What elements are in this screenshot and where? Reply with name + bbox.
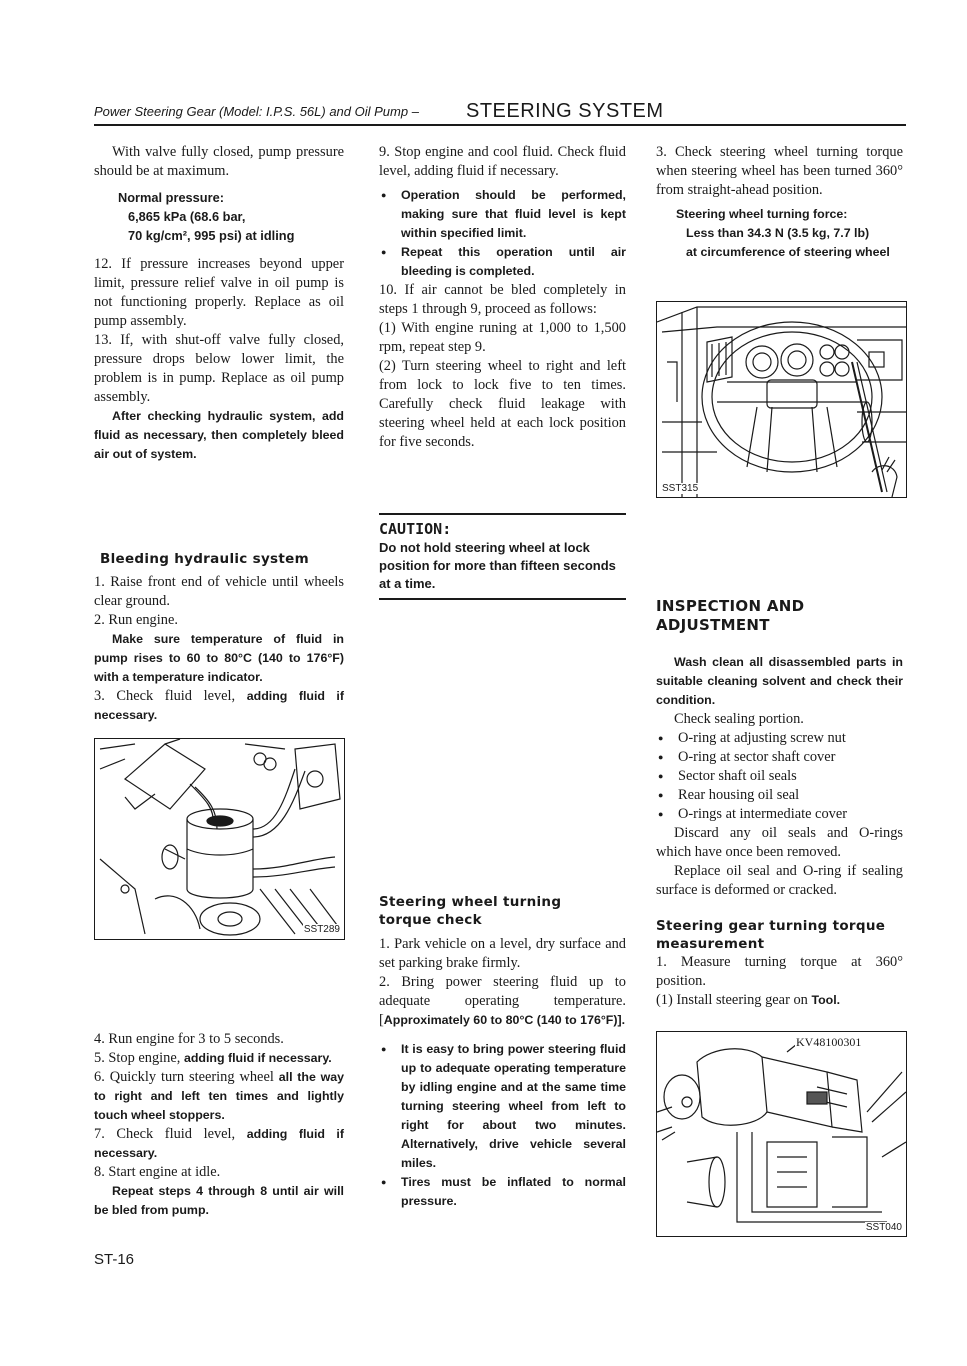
bullet-tire-pressure: ● Tires must be inflated to normal pressure.	[379, 1173, 626, 1211]
seal-item-3: ● Sector shaft oil seals	[656, 767, 903, 786]
oil-pump-illustration	[95, 739, 344, 939]
bleed-step-7-bold: adding fluid if necessary.	[94, 1127, 344, 1160]
torque-step-2	[379, 973, 626, 1030]
figure-label-sst040: SST040	[865, 1222, 902, 1233]
bleed-step-4: 4. Run engine for 3 to 5 seconds.	[94, 1031, 284, 1047]
bleed-step-6-bold: all the way to right and left ten times and lightly touch wheel stoppers.	[94, 1070, 344, 1122]
bleed-step-9: 9. Stop engine and cool fluid. Check fluid level, adding fluid if necessary.	[379, 144, 626, 179]
torque-check-heading-2: torque check	[379, 912, 482, 928]
steering-gear-illustration	[657, 1032, 906, 1236]
inspection-heading-2: ADJUSTMENT	[656, 616, 770, 634]
wash-instruction: Wash clean all disassembled parts in suitable cleaning solvent and check their condition.	[656, 655, 903, 707]
column-2-torque	[379, 893, 626, 1211]
column-3-inspection	[656, 597, 903, 1010]
normal-pressure-value-1: 6,865 kPa (68.6 bar,	[128, 209, 246, 224]
bleed-step-3	[94, 687, 344, 725]
page-header	[94, 98, 906, 126]
turning-force-label: Steering wheel turning force:	[676, 207, 848, 221]
bullet-warm-fluid: ● It is easy to bring power steering fluid up to adequate operating temperature by idling engine and at the same time turning steering wheel from left to right for about two minutes. Alternatively, drive vehicle several miles.	[379, 1040, 626, 1173]
seal-item-1: ● O-ring at adjusting screw nut	[656, 729, 903, 748]
turning-force-spec	[676, 205, 903, 262]
inspection-heading-1: INSPECTION AND	[656, 597, 805, 615]
gear-torque-heading-2: measurement	[656, 936, 765, 952]
caution-body: Do not hold steering wheel at lock position for more than fifteen seconds at a time.	[379, 540, 616, 591]
bleed-step-5-text: 5. Stop engine,	[94, 1050, 184, 1066]
seal-item-2: ● O-ring at sector shaft cover	[656, 748, 903, 767]
figure-steering-gear-vise	[656, 1031, 907, 1237]
bleed-step-10: 10. If air cannot be bled completely in steps 1 through 9, proceed as follows:	[379, 282, 626, 317]
note-add-fluid: After checking hydraulic system, add fluid as necessary, then completely bleed air out of system.	[94, 409, 344, 461]
bleed-step-5	[94, 1049, 344, 1068]
bleed-step-7	[94, 1125, 344, 1163]
normal-pressure-spec	[118, 188, 344, 245]
normal-pressure-label: Normal pressure:	[118, 190, 224, 205]
replace-seals: Replace oil seal and O-ring if sealing surface is deformed or cracked.	[656, 863, 903, 898]
torque-step-1: 1. Park vehicle on a level, dry surface and set parking brake firmly.	[379, 936, 626, 971]
turning-force-value-2: at circumference of steering wheel	[686, 245, 890, 259]
figure-steering-wheel-gauge	[656, 301, 907, 498]
bullet-repeat-operation: ● Repeat this operation until air bleeding is completed.	[379, 243, 626, 281]
bleed-step-3-bold: adding fluid if necessary.	[94, 689, 344, 722]
seal-item-5: ● O-rings at intermediate cover	[656, 805, 903, 824]
figure-label-sst315: SST315	[662, 483, 699, 494]
pressure-paragraph: With valve fully closed, pump pressure should be at maximum.	[94, 144, 344, 179]
bleed-step-5-bold: adding fluid if necessary.	[183, 1051, 332, 1065]
check-sealing: Check sealing portion.	[674, 711, 804, 727]
figure-label-sst289: SST289	[303, 924, 340, 935]
measure-step-1: 1. Measure turning torque at 360° position.	[656, 954, 903, 989]
header-section-title: Power Steering Gear (Model: I.P.S. 56L) and Oil Pump –	[94, 104, 419, 119]
normal-pressure-value-2: 70 kg/cm², 995 psi) at idling	[128, 228, 295, 243]
tool-number-label: KV48100301	[796, 1035, 862, 1049]
gear-torque-heading-1: Steering gear turning torque	[656, 918, 886, 934]
column-3-top	[656, 143, 903, 262]
step-12: 12. If pressure increases beyond upper limit, pressure relief valve in oil pump is not functioning properly. Replace as oil pump assembly.	[94, 256, 344, 329]
header-chapter-title: STEERING SYSTEM	[466, 100, 664, 122]
caution-box	[379, 513, 626, 600]
turning-force-value-1: Less than 34.3 N (3.5 kg, 7.7 lb)	[686, 226, 870, 240]
seal-item-4: ● Rear housing oil seal	[656, 786, 903, 805]
page-number: ST-16	[94, 1251, 135, 1268]
bullet-fluid-level: ● Operation should be performed, making sure that fluid level is kept within specified limit.	[379, 186, 626, 243]
bleed-step-1: 1. Raise front end of vehicle until wheels clear ground.	[94, 574, 344, 609]
column-1-bleeding	[94, 550, 344, 725]
bleed-step-6-text: 6. Quickly turn steering wheel	[94, 1069, 279, 1085]
column-1-top	[94, 143, 344, 464]
column-2-top	[379, 143, 626, 452]
measure-step-1-1-text: (1) Install steering gear on	[656, 992, 812, 1008]
bleed-step-6	[94, 1068, 344, 1125]
torque-check-heading-1: Steering wheel turning	[379, 894, 562, 910]
bleed-step-10-2: (2) Turn steering wheel to right and left from lock to lock five to ten times. Carefully check fluid leakage with steering wheel held at each lock position for five seconds.	[379, 358, 626, 450]
bleed-step-2: 2. Run engine.	[94, 612, 178, 628]
bleed-step-8: 8. Start engine at idle.	[94, 1164, 221, 1180]
step-13: 13. If, with shut-off valve fully closed, pressure drops below lower limit, the problem is in pump. Replace as oil pump assembly.	[94, 332, 344, 405]
figure-oil-pump-reservoir	[94, 738, 345, 940]
bleed-step-3-text: 3. Check fluid level,	[94, 688, 247, 704]
bleed-step-7-text: 7. Check fluid level,	[94, 1126, 247, 1142]
torque-step-3: 3. Check steering wheel turning torque when steering wheel has been turned 360° from straight-ahead position.	[656, 144, 903, 198]
discard-seals: Discard any oil seals and O-rings which have once been removed.	[656, 825, 903, 860]
note-temperature: Make sure temperature of fluid in pump rises to 60 to 80°C (140 to 176°F) with a temperature indicator.	[94, 632, 344, 684]
bleeding-heading: Bleeding hydraulic system	[100, 551, 309, 567]
caution-title: CAUTION:	[379, 520, 452, 538]
measure-step-1-1-bold: Tool.	[811, 993, 841, 1007]
measure-step-1-1	[656, 991, 903, 1010]
torque-step-2-bold: Approximately 60 to 80°C (140 to 176°F)].	[383, 1013, 626, 1027]
column-1-bottom	[94, 1030, 344, 1220]
torque-step-2-text: 2. Bring power steering fluid up to adequate operating temperature. [	[379, 974, 626, 1028]
note-repeat-steps: Repeat steps 4 through 8 until air will be bled from pump.	[94, 1184, 344, 1217]
steering-wheel-illustration	[657, 302, 906, 497]
bleed-step-10-1: (1) With engine runing at 1,000 to 1,500 rpm, repeat step 9.	[379, 320, 626, 355]
